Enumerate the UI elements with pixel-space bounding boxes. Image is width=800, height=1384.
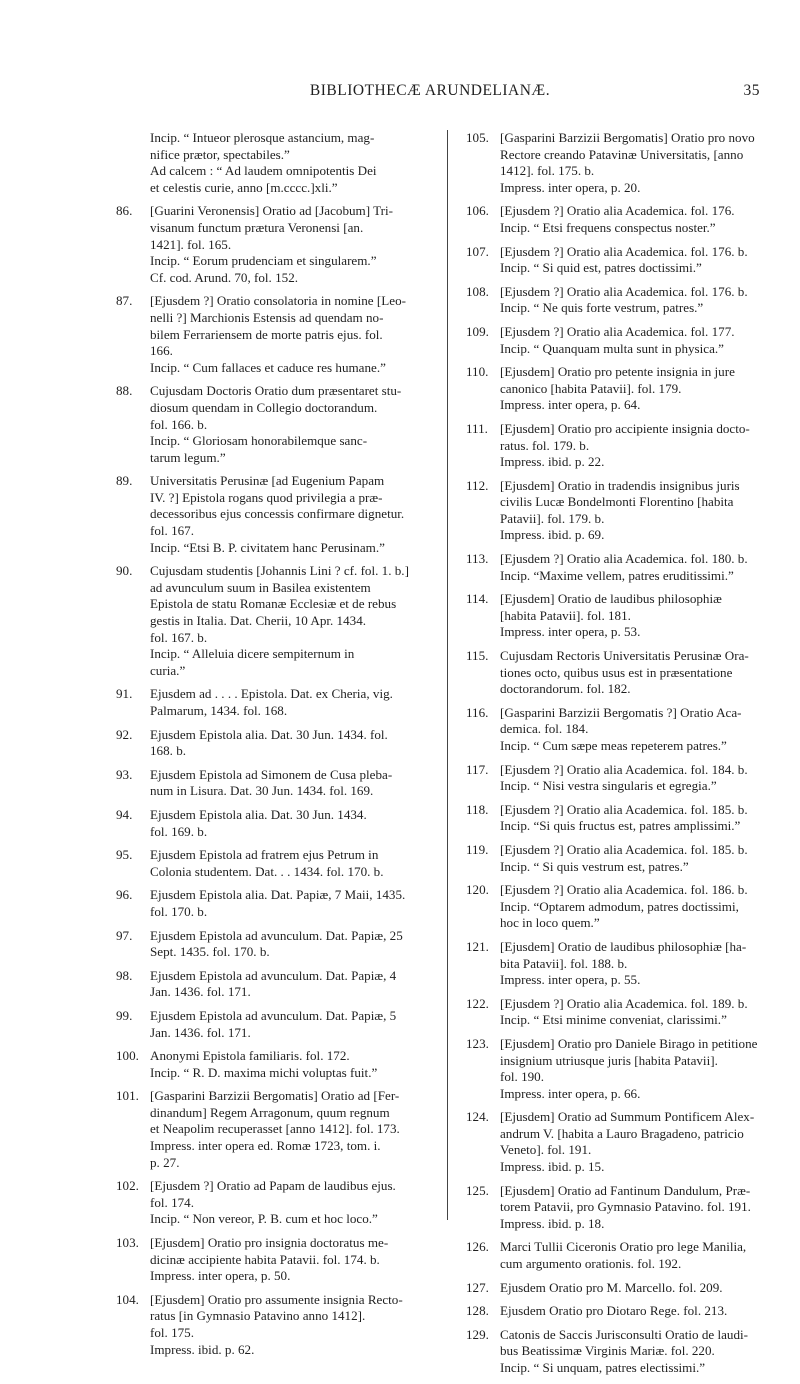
- catalogue-entry: [466, 939, 766, 989]
- catalogue-entry: [466, 1303, 766, 1320]
- entry-line: bilem Ferrariensem de morte patris ejus. fol.: [150, 326, 383, 342]
- entry-line: [Ejusdem ?] Oratio alia Academica. fol. 180. b.: [500, 551, 748, 567]
- entry-line: [Ejusdem] Oratio de laudibus philosophiæ: [500, 591, 722, 607]
- catalogue-entry: [466, 802, 766, 835]
- entry-number: 129.: [466, 1326, 489, 1342]
- entry-line: [Ejusdem] Oratio pro insignia doctoratus me-: [150, 1235, 389, 1251]
- entry-line: dinandum] Regem Arragonum, quum regnum: [150, 1104, 390, 1120]
- entry-line: Sept. 1435. fol. 170. b.: [150, 944, 270, 960]
- entry-line: Impress. inter opera, p. 50.: [150, 1268, 291, 1284]
- entry-number: 93.: [116, 766, 133, 782]
- catalogue-entry: [116, 887, 416, 920]
- entry-number: 128.: [466, 1303, 489, 1319]
- entry-line: Incip. “Maxime vellem, patres eruditissimi.”: [500, 567, 734, 583]
- entry-line: Impress. ibid. p. 69.: [500, 527, 605, 543]
- catalogue-entry: [466, 996, 766, 1029]
- entry-line: [Ejusdem ?] Oratio alia Academica. fol. 185. b.: [500, 841, 748, 857]
- entry-line: bus Beatissimæ Virginis Mariæ. fol. 220.: [500, 1343, 715, 1359]
- entry-number: 122.: [466, 995, 489, 1011]
- entry-line: [Ejusdem ?] Oratio alia Academica. fol. 176.: [500, 203, 735, 219]
- entry-line: Impress. ibid. p. 62.: [150, 1341, 255, 1357]
- entry-number: 121.: [466, 938, 489, 954]
- entry-number: 94.: [116, 806, 133, 822]
- entry-line: [Ejusdem ?] Oratio alia Academica. fol. 189. b.: [500, 995, 748, 1011]
- entry-line: Incip. “ Alleluia dicere sempiternum in: [150, 646, 355, 662]
- entry-line: [Ejusdem ?] Oratio alia Academica. fol. 184. b.: [500, 761, 748, 777]
- catalogue-entry: [116, 928, 416, 961]
- catalogue-entry: [116, 847, 416, 880]
- catalogue-entry: [466, 364, 766, 414]
- entry-line: Incip. “ Si quis vestrum est, patres.”: [500, 858, 689, 874]
- entry-line: Incip. “ Etsi frequens conspectus noster.”: [500, 219, 716, 235]
- entry-line: tarum legum.”: [150, 449, 226, 465]
- entry-line: [Ejusdem ?] Oratio alia Academica. fol. 185. b.: [500, 801, 748, 817]
- entry-line: Ejusdem Epistola ad fratrem ejus Petrum in: [150, 847, 379, 863]
- entry-line: [Ejusdem ?] Oratio alia Academica. fol. 177.: [500, 323, 735, 339]
- entry-line: Ejusdem ad . . . . Epistola. Dat. ex Cheria, vig.: [150, 686, 393, 702]
- entry-line: Incip. “ Eorum prudenciam et singularem.”: [150, 253, 377, 269]
- catalogue-entry: [116, 1048, 416, 1081]
- entry-line: 1412]. fol. 175. b.: [500, 163, 595, 179]
- entry-line: nifice prætor, spectabiles.”: [150, 146, 290, 162]
- entry-line: [Gasparini Barzizii Bergomatis] Oratio ad [Fer-: [150, 1088, 400, 1104]
- entry-line: Ejusdem Epistola ad avunculum. Dat. Papiæ, 5: [150, 1007, 397, 1023]
- entry-line: [Ejusdem ?] Oratio alia Academica. fol. 176. b.: [500, 243, 748, 259]
- entry-number: 125.: [466, 1182, 489, 1198]
- entry-line: Impress. inter opera, p. 55.: [500, 972, 641, 988]
- catalogue-entry: [116, 1008, 416, 1041]
- entry-line: nelli ?] Marchionis Estensis ad quendam no-: [150, 309, 384, 325]
- entry-line: [Guarini Veronensis] Oratio ad [Jacobum] Tri-: [150, 203, 394, 219]
- catalogue-entry: [116, 1178, 416, 1228]
- catalogue-entry: [466, 244, 766, 277]
- catalogue-entry: [466, 1280, 766, 1297]
- entry-line: dicinæ accipiente habita Patavii. fol. 174. b.: [150, 1251, 380, 1267]
- entry-number: 119.: [466, 841, 489, 857]
- entry-line: 1421]. fol. 165.: [150, 236, 232, 252]
- entry-line: fol. 190.: [500, 1069, 545, 1085]
- entry-line: Cujusdam Doctoris Oratio dum præsentaret stu-: [150, 383, 402, 399]
- entry-line: 166.: [150, 343, 173, 359]
- entry-line: fol. 166. b.: [150, 416, 208, 432]
- catalogue-entry: [116, 968, 416, 1001]
- entry-line: canonico [habita Patavii]. fol. 179.: [500, 380, 682, 396]
- entry-line: curia.”: [150, 662, 186, 678]
- entry-line: tiones octo, quibus usus est in præsentatione: [500, 664, 733, 680]
- entry-line: bita Patavii]. fol. 188. b.: [500, 955, 628, 971]
- entry-line: [Ejusdem ?] Oratio alia Academica. fol. 186. b.: [500, 882, 748, 898]
- catalogue-entry: [116, 293, 416, 376]
- catalogue-entry: [116, 130, 416, 196]
- catalogue-entry: [466, 648, 766, 698]
- entry-line: Incip. “ Non vereor, P. B. cum et hoc loco.”: [150, 1211, 378, 1227]
- entry-line: decessoribus ejus concessis confirmare dignetur.: [150, 506, 405, 522]
- catalogue-entry: [116, 563, 416, 679]
- entry-line: Ejusdem Epistola ad Simonem de Cusa pleba-: [150, 766, 393, 782]
- entry-line: Impress. inter opera, p. 66.: [500, 1085, 641, 1101]
- entry-line: num in Lisura. Dat. 30 Jun. 1434. fol. 169.: [150, 783, 374, 799]
- entry-line: Ejusdem Epistola alia. Dat. 30 Jun. 1434. fol.: [150, 726, 388, 742]
- entry-line: [Ejusdem ?] Oratio alia Academica. fol. 176. b.: [500, 283, 748, 299]
- entry-line: torem Patavii, pro Gymnasio Patavino. fol. 191.: [500, 1199, 751, 1215]
- catalogue-entry: [116, 203, 416, 286]
- entry-line: [Ejusdem] Oratio in tradendis insignibus juris: [500, 477, 740, 493]
- entry-number: 89.: [116, 473, 133, 489]
- entry-line: Jan. 1436. fol. 171.: [150, 1024, 251, 1040]
- entry-line: Ejusdem Epistola alia. Dat. 30 Jun. 1434.: [150, 806, 367, 822]
- catalogue-entry: [466, 705, 766, 755]
- entry-line: ratus. fol. 179. b.: [500, 437, 590, 453]
- catalogue-entry: [466, 1327, 766, 1377]
- entry-number: 103.: [116, 1235, 139, 1251]
- entry-line: gestis in Italia. Dat. Cherii, 10 Apr. 1434.: [150, 613, 367, 629]
- entry-number: 88.: [116, 383, 133, 399]
- catalogue-entry: [466, 130, 766, 196]
- entry-line: fol. 169. b.: [150, 823, 208, 839]
- entry-line: Incip. “ Ne quis forte vestrum, patres.”: [500, 300, 704, 316]
- entry-number: 110.: [466, 364, 489, 380]
- catalogue-entry: [466, 1183, 766, 1233]
- entry-number: 101.: [116, 1088, 139, 1104]
- entry-line: [Ejusdem] Oratio pro petente insignia in jure: [500, 364, 735, 380]
- running-header: [100, 82, 760, 106]
- entry-number: 115.: [466, 648, 489, 664]
- entry-number: 91.: [116, 686, 133, 702]
- entry-line: Impress. inter opera ed. Romæ 1723, tom. i.: [150, 1138, 381, 1154]
- entry-number: 117.: [466, 761, 489, 777]
- entry-line: [Gasparini Barzizii Bergomatis] Oratio pro novo: [500, 130, 755, 145]
- entry-line: Incip. “Etsi B. P. civitatem hanc Perusinam.”: [150, 539, 385, 555]
- entry-line: Jan. 1436. fol. 171.: [150, 984, 251, 1000]
- entry-line: Marci Tullii Ciceronis Oratio pro lege Manilia,: [500, 1239, 747, 1255]
- catalogue-entry: [466, 591, 766, 641]
- entry-line: Incip. “Optarem admodum, patres doctissimi,: [500, 898, 739, 914]
- catalogue-entry: [466, 882, 766, 932]
- entry-line: Impress. ibid. p. 15.: [500, 1159, 605, 1175]
- entry-number: 113.: [466, 551, 489, 567]
- entry-line: fol. 170. b.: [150, 903, 208, 919]
- entry-line: et Neapolim recuperasset [anno 1412]. fol. 173.: [150, 1121, 400, 1137]
- entry-number: 96.: [116, 887, 133, 903]
- entry-line: et celestis curie, anno [m.cccc.]xli.”: [150, 179, 338, 195]
- entry-line: fol. 167. b.: [150, 629, 208, 645]
- catalogue-entry: [116, 767, 416, 800]
- entry-line: Impress. inter opera, p. 53.: [500, 624, 641, 640]
- page-number: 35: [743, 82, 760, 99]
- entry-number: 109.: [466, 323, 489, 339]
- left-column: [116, 130, 416, 1365]
- entry-line: Incip. “ Gloriosam honorabilemque sanc-: [150, 433, 368, 449]
- entry-line: Cujusdam Rectoris Universitatis Perusinæ Ora-: [500, 648, 749, 664]
- catalogue-entry: [466, 284, 766, 317]
- entry-line: Incip. “Si quis fructus est, patres amplissimi.”: [500, 818, 741, 834]
- entry-line: Cf. cod. Arund. 70, fol. 152.: [150, 269, 299, 285]
- entry-number: 102.: [116, 1178, 139, 1194]
- entry-line: Ad calcem : “ Ad laudem omnipotentis Dei: [150, 163, 377, 179]
- entry-line: 168. b.: [150, 743, 187, 759]
- entry-line: cum argumento orationis. fol. 192.: [500, 1256, 682, 1272]
- entry-line: demica. fol. 184.: [500, 721, 589, 737]
- entry-line: Impress. ibid. p. 22.: [500, 454, 605, 470]
- running-title: BIBLIOTHECÆ ARUNDELIANÆ.: [309, 82, 551, 99]
- entry-line: [Ejusdem ?] Oratio consolatoria in nomine [Leo-: [150, 293, 406, 309]
- entry-number: 116.: [466, 704, 489, 720]
- entry-line: Colonia studentem. Dat. . . 1434. fol. 170. b.: [150, 863, 384, 879]
- catalogue-entry: [466, 478, 766, 544]
- entry-line: Incip. “ Quanquam multa sunt in physica.”: [500, 340, 724, 356]
- entry-line: p. 27.: [150, 1154, 180, 1170]
- entry-line: Anonymi Epistola familiaris. fol. 172.: [150, 1048, 350, 1064]
- entry-line: [Gasparini Barzizii Bergomatis ?] Oratio Aca-: [500, 704, 742, 720]
- catalogue-entry: [466, 421, 766, 471]
- catalogue-entry: [466, 842, 766, 875]
- entry-line: Catonis de Saccis Jurisconsulti Oratio de laudi-: [500, 1326, 749, 1342]
- entry-number: 105.: [466, 130, 489, 145]
- entry-number: 86.: [116, 203, 133, 219]
- entry-line: Ejusdem Epistola ad avunculum. Dat. Papiæ, 4: [150, 967, 397, 983]
- entry-number: 99.: [116, 1007, 133, 1023]
- catalogue-entry: [116, 1235, 416, 1285]
- entry-line: [Ejusdem] Oratio pro Daniele Birago in petitione: [500, 1035, 758, 1051]
- catalogue-entry: [116, 807, 416, 840]
- entry-line: Epistola de statu Romanæ Ecclesiæ et de rebus: [150, 596, 397, 612]
- entry-line: fol. 174.: [150, 1194, 195, 1210]
- entry-line: fol. 167.: [150, 523, 195, 539]
- entry-number: 111.: [466, 420, 488, 436]
- entry-line: Incip. “ Intueor plerosque astancium, mag-: [150, 130, 375, 145]
- entry-line: Incip. “ Cum sæpe meas repeterem patres.”: [500, 738, 727, 753]
- entry-number: 100.: [116, 1048, 139, 1064]
- entry-line: fol. 175.: [150, 1325, 195, 1340]
- entry-number: 120.: [466, 882, 489, 898]
- entry-line: Impress. inter opera, p. 20.: [500, 179, 641, 195]
- catalogue-entry: [116, 727, 416, 760]
- catalogue-entry: [116, 1088, 416, 1171]
- entry-line: Impress. inter opera, p. 64.: [500, 397, 641, 413]
- entry-line: [habita Patavii]. fol. 181.: [500, 607, 631, 623]
- catalogue-entry: [116, 383, 416, 466]
- catalogue-entry: [466, 762, 766, 795]
- entry-line: Ejusdem Epistola alia. Dat. Papiæ, 7 Maii, 1435.: [150, 887, 406, 903]
- entry-line: Incip. “ Cum fallaces et caduce res humane.”: [150, 359, 386, 375]
- entry-number: 104.: [116, 1291, 139, 1307]
- entry-number: 98.: [116, 967, 133, 983]
- catalogue-entry: [466, 203, 766, 236]
- entry-line: diosum quendam in Collegio doctorandum.: [150, 399, 378, 415]
- entry-number: 114.: [466, 591, 489, 607]
- entry-line: Palmarum, 1434. fol. 168.: [150, 703, 288, 718]
- entry-line: Cujusdam studentis [Johannis Lini ? cf. fol. 1. b.]: [150, 563, 409, 579]
- entry-line: ratus [in Gymnasio Patavino anno 1412].: [150, 1308, 366, 1324]
- entry-line: Universitatis Perusinæ [ad Eugenium Papam: [150, 473, 385, 489]
- entry-number: 87.: [116, 293, 133, 309]
- entry-number: 97.: [116, 927, 133, 943]
- catalogue-entry: [466, 1036, 766, 1102]
- entry-line: Impress. ibid. p. 18.: [500, 1215, 605, 1231]
- entry-line: IV. ?] Epistola rogans quod privilegia a præ-: [150, 489, 383, 505]
- right-column: [466, 130, 766, 1384]
- entry-line: civilis Lucæ Bondelmonti Florentino [habita: [500, 494, 734, 510]
- entry-line: Incip. “ Etsi minime conveniat, clarissimi.”: [500, 1012, 727, 1028]
- entry-number: 124.: [466, 1109, 489, 1125]
- entry-line: [Ejusdem] Oratio de laudibus philosophiæ [ha-: [500, 938, 747, 954]
- catalogue-entry: [116, 686, 416, 719]
- entry-line: visanum functum prætura Veronensi [an.: [150, 219, 364, 235]
- entry-number: 107.: [466, 243, 489, 259]
- entry-number: 118.: [466, 801, 489, 817]
- entry-line: Incip. “ R. D. maxima michi voluptas fuit.”: [150, 1064, 378, 1080]
- catalogue-entry: [466, 1239, 766, 1272]
- entry-number: 95.: [116, 847, 133, 863]
- entry-line: Incip. “ Nisi vestra singularis et egregia.”: [500, 778, 717, 794]
- entry-line: Ejusdem Epistola ad avunculum. Dat. Papiæ, 25: [150, 927, 403, 943]
- entry-line: insignium utriusque juris [habita Patavii].: [500, 1052, 718, 1068]
- entry-line: andrum V. [habita a Lauro Bragadeno, patricio: [500, 1125, 744, 1141]
- catalogue-entry: [466, 551, 766, 584]
- entry-line: [Ejusdem] Oratio pro accipiente insignia docto-: [500, 420, 750, 436]
- entry-line: Ejusdem Oratio pro M. Marcello. fol. 209.: [500, 1279, 723, 1295]
- entry-line: Ejusdem Oratio pro Diotaro Rege. fol. 213.: [500, 1303, 728, 1319]
- entry-number: 108.: [466, 283, 489, 299]
- catalogue-entry: [116, 1292, 416, 1358]
- catalogue-entry: [466, 324, 766, 357]
- entry-number: 127.: [466, 1279, 489, 1295]
- entry-line: Incip. “ Si quid est, patres doctissimi.”: [500, 260, 702, 276]
- catalogue-entry: [466, 1109, 766, 1175]
- entry-number: 126.: [466, 1239, 489, 1255]
- entry-number: 90.: [116, 563, 133, 579]
- entry-number: 123.: [466, 1035, 489, 1051]
- entry-line: Incip. “ Si unquam, patres electissimi.”: [500, 1360, 706, 1375]
- column-divider: [447, 130, 448, 1220]
- entry-number: 92.: [116, 726, 133, 742]
- entry-line: Veneto]. fol. 191.: [500, 1142, 592, 1158]
- entry-line: Patavii]. fol. 179. b.: [500, 510, 605, 526]
- entry-number: 106.: [466, 203, 489, 219]
- entry-line: [Ejusdem] Oratio ad Fantinum Dandulum, Præ-: [500, 1182, 751, 1198]
- entry-line: Rectore creando Patavinæ Universitatis, [anno: [500, 146, 744, 162]
- entry-line: hoc in loco quem.”: [500, 915, 600, 931]
- catalogue-entry: [116, 473, 416, 556]
- entry-line: ad avunculum suum in Basilea existentem: [150, 579, 371, 595]
- entry-line: doctorandorum. fol. 182.: [500, 681, 631, 697]
- entry-line: [Ejusdem] Oratio ad Summum Pontificem Alex-: [500, 1109, 755, 1125]
- entry-line: [Ejusdem ?] Oratio ad Papam de laudibus ejus.: [150, 1178, 396, 1194]
- entry-line: [Ejusdem] Oratio pro assumente insignia Recto-: [150, 1291, 403, 1307]
- entry-number: 112.: [466, 477, 489, 493]
